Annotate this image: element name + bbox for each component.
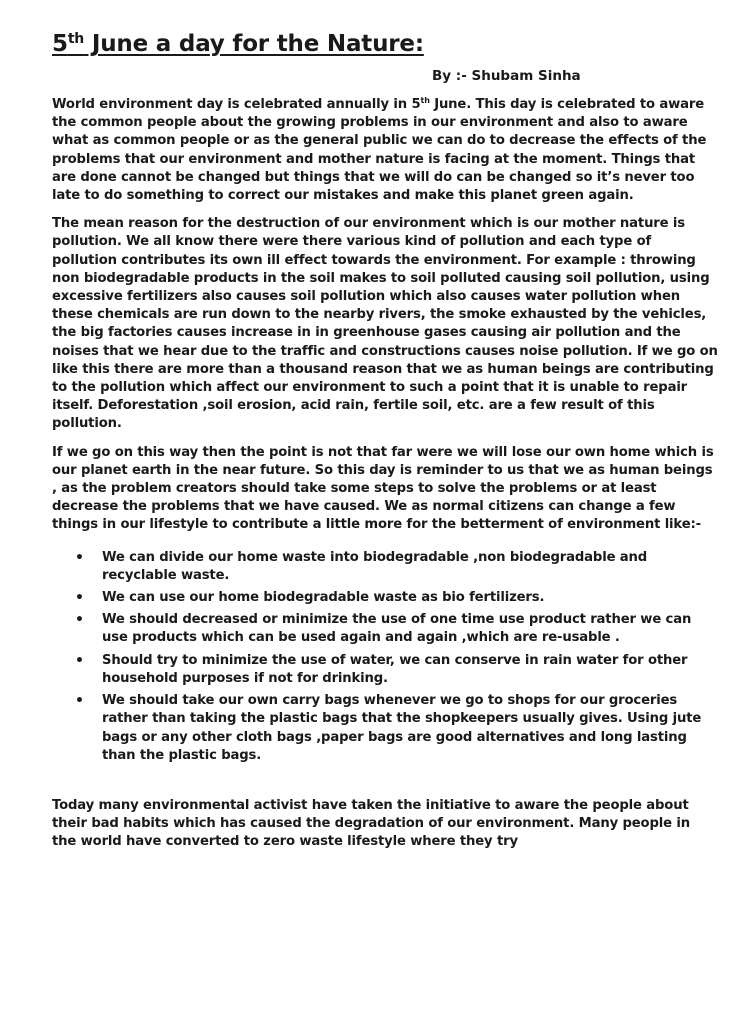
paragraph-reminder: If we go on this way then the point is not that far were we will lose our own home which is our planet earth in the near future. So this day is reminder to us that we as human beings , as the problem creators should take some steps to solve the problems or at least decrease the problems that we have caused. We as normal citizens can change a few things in our lifestyle to contribute a little more for the betterment of environment like:- (52, 444, 714, 533)
paragraph-activists: Today many environmental activist have taken the initiative to aware the people about their bad habits which has caused the degradation of our environment. Many people in the world have converted to zero waste lifestyle where they try (52, 797, 690, 850)
list-item-text: We should decreased or minimize the use of one time use product rather we can use products which can be used again and again ,which are re-usable . (102, 612, 692, 646)
bullet-icon: • (75, 612, 84, 629)
list-item (75, 611, 718, 647)
paragraph-intro-superscript: th (420, 96, 430, 105)
paragraph-intro-rest: June. This day is celebrated to aware the common people about the growing problems in our environment and also to aware what as common people or as the general public we can do to decrease the effects of the problems that our environment and mother nature is facing at the moment. Things that are done cannot be changed but things that we will do can be changed so it’s never too late to do something to correct our mistakes and make this planet green again. (52, 97, 707, 204)
author-byline: By :- Shubam Sinha (432, 68, 581, 84)
title-text: June a day for the Nature: (84, 31, 424, 57)
paragraph-intro-start: World environment day is celebrated annually in 5 (52, 97, 421, 112)
bullet-icon: • (75, 693, 84, 710)
bullet-icon: • (75, 590, 84, 607)
list-item-text: We should take our own carry bags whenever we go to shops for our groceries rather than taking the plastic bags that the shopkeepers usually gives. Using jute bags or any other cloth bags ,paper bags are good alternatives and long lasting than the plastic bags. (102, 693, 702, 763)
list-item-text: We can use our home biodegradable waste as bio fertilizers. (102, 590, 545, 606)
list-item (75, 549, 718, 585)
list-item-text: We can divide our home waste into biodegradable ,non biodegradable and recyclable waste. (102, 549, 648, 583)
paragraph-intro (52, 96, 718, 205)
title-superscript: th (67, 31, 85, 47)
bullet-icon: • (75, 549, 84, 566)
paragraph-pollution: The mean reason for the destruction of our environment which is our mother nature is pollution. We all know there were there various kind of pollution and each type of pollution contributes its own ill effect towards the environment. For example : throwing non biodegradable products in the soil makes to soil polluted causing soil pollution, using excessive fertilizers also causes soil pollution which also causes water pollution when these chemicals are run down to the nearby rivers, the smoke exhausted by the vehicles, the big factories causes increase in in greenhouse gases causing air pollution and the noises that we hear due to the traffic and constructions causes noise pollution. If we go on like this there are more than a thousand reason that we as human beings are contributing to the pollution which affect our environment to such a point that it is unable to repair itself. Deforestation ,soil erosion, acid rain, fertile soil, etc. are a few result of this pollution. (52, 216, 718, 432)
title-number: 5 (52, 31, 68, 57)
list-item (75, 692, 718, 765)
tips-list (52, 549, 718, 765)
bullet-icon: • (75, 652, 84, 669)
list-item (75, 652, 718, 688)
list-item (75, 589, 718, 607)
document-title (52, 26, 718, 62)
list-item-text: Should try to minimize the use of water, we can conserve in rain water for other household purposes if not for drinking. (102, 652, 688, 686)
